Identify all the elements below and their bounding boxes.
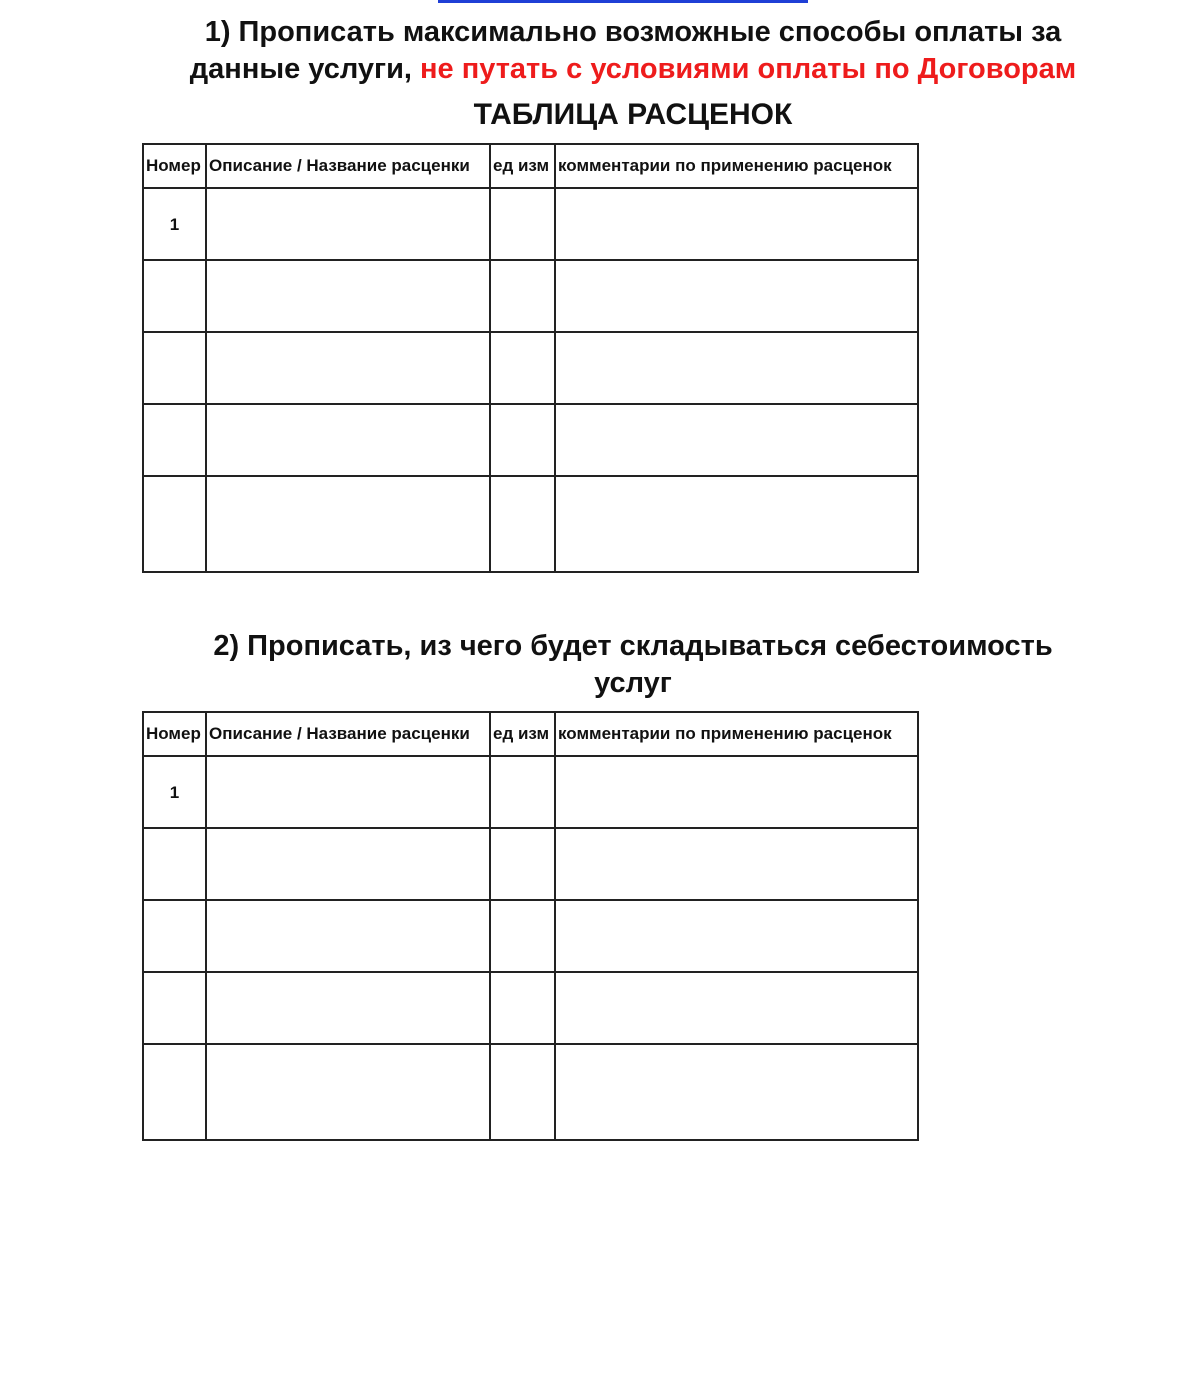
cell-unit[interactable] (490, 1044, 555, 1140)
section2-heading-line2: услуг (594, 667, 672, 699)
header-description: Описание / Название расценки (206, 144, 490, 188)
cell-unit[interactable] (490, 756, 555, 828)
cell-comments[interactable] (555, 900, 918, 972)
cell-number[interactable] (143, 1044, 206, 1140)
cell-comments[interactable] (555, 404, 918, 476)
cell-unit[interactable] (490, 900, 555, 972)
cell-number[interactable] (143, 404, 206, 476)
cell-description[interactable] (206, 404, 490, 476)
cell-number[interactable] (143, 972, 206, 1044)
cell-comments[interactable] (555, 476, 918, 572)
cell-description[interactable] (206, 972, 490, 1044)
cell-unit[interactable] (490, 476, 555, 572)
rates-table-title: ТАБЛИЦА РАСЦЕНОК (473, 98, 793, 131)
cell-number[interactable] (143, 828, 206, 900)
cell-comments[interactable] (555, 828, 918, 900)
cell-unit[interactable] (490, 828, 555, 900)
cell-number[interactable]: 1 (143, 756, 206, 828)
cell-description[interactable] (206, 476, 490, 572)
cell-comments[interactable] (555, 1044, 918, 1140)
cell-unit[interactable] (490, 260, 555, 332)
table-row (143, 404, 918, 476)
cell-comments[interactable] (555, 972, 918, 1044)
table-row (143, 332, 918, 404)
cell-description[interactable] (206, 828, 490, 900)
table-header-row (143, 144, 918, 188)
cell-number[interactable] (143, 332, 206, 404)
cell-number[interactable]: 1 (143, 188, 206, 260)
header-comments: комментарии по применению расценок (555, 144, 918, 188)
cell-comments[interactable] (555, 260, 918, 332)
cell-unit[interactable] (490, 972, 555, 1044)
cell-description[interactable] (206, 188, 490, 260)
section1-warning-text: не путать с условиями оплаты по Договорам (420, 53, 1077, 85)
cell-description[interactable] (206, 332, 490, 404)
table-row (143, 476, 918, 572)
cell-comments[interactable] (555, 188, 918, 260)
cell-description[interactable] (206, 1044, 490, 1140)
cell-number[interactable] (143, 900, 206, 972)
section1-heading-line2: данные услуги, (189, 53, 412, 85)
section1-heading (150, 14, 1116, 88)
section2-heading-line1: 2) Прописать, из чего будет складываться себестоимость (213, 630, 1053, 662)
cell-unit[interactable] (490, 332, 555, 404)
top-link-underline (438, 0, 808, 3)
table-row (143, 972, 918, 1044)
header-unit: ед изм (490, 712, 555, 756)
rates-table (142, 143, 919, 573)
header-number: Номер (143, 712, 206, 756)
cell-comments[interactable] (555, 332, 918, 404)
header-unit: ед изм (490, 144, 555, 188)
table-row (143, 188, 918, 260)
cost-table (142, 711, 919, 1141)
cell-number[interactable] (143, 476, 206, 572)
cell-comments[interactable] (555, 756, 918, 828)
section1-heading-line1: 1) Прописать максимально возможные способы оплаты за (204, 16, 1062, 48)
table-row (143, 1044, 918, 1140)
section2-heading (150, 628, 1116, 702)
table-header-row (143, 712, 918, 756)
table-row (143, 260, 918, 332)
cell-unit[interactable] (490, 188, 555, 260)
header-description: Описание / Название расценки (206, 712, 490, 756)
cell-number[interactable] (143, 260, 206, 332)
cell-unit[interactable] (490, 404, 555, 476)
cell-description[interactable] (206, 756, 490, 828)
table-row (143, 756, 918, 828)
header-number: Номер (143, 144, 206, 188)
cell-description[interactable] (206, 260, 490, 332)
cell-description[interactable] (206, 900, 490, 972)
table-row (143, 900, 918, 972)
table-row (143, 828, 918, 900)
header-comments: комментарии по применению расценок (555, 712, 918, 756)
